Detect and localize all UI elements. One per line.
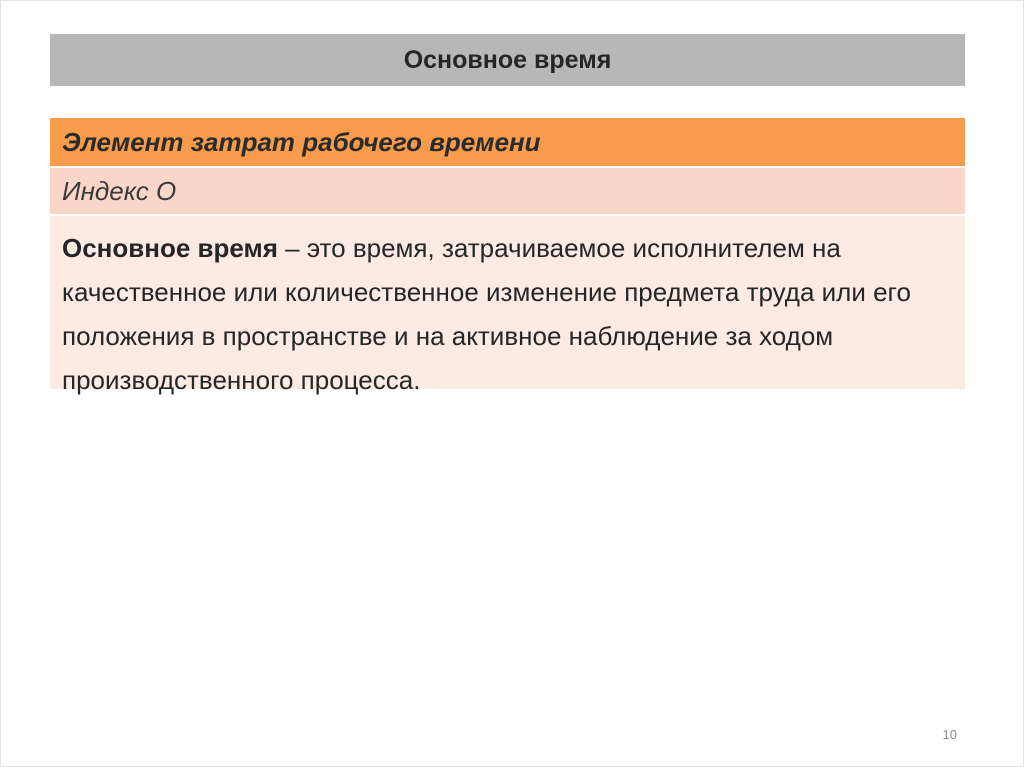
definition-term: Основное время [62, 233, 278, 263]
definition-paragraph [62, 226, 949, 402]
table-header-row [50, 118, 965, 168]
page-number: 10 [942, 727, 957, 742]
definition-table [50, 118, 965, 395]
table-header-text: Элемент затрат рабочего времени [62, 126, 541, 157]
definition-body: – это время, затрачиваемое исполнителем на качественное или количественное изменение предмета труда или его положения в пространстве и на активное наблюдение за ходом производственного процесса. [62, 233, 911, 395]
index-text: Индекс О [62, 175, 177, 206]
slide-title: Основное время [403, 45, 612, 74]
table-index-row [50, 168, 965, 216]
table-definition-row [50, 216, 965, 395]
title-bar [50, 34, 965, 86]
